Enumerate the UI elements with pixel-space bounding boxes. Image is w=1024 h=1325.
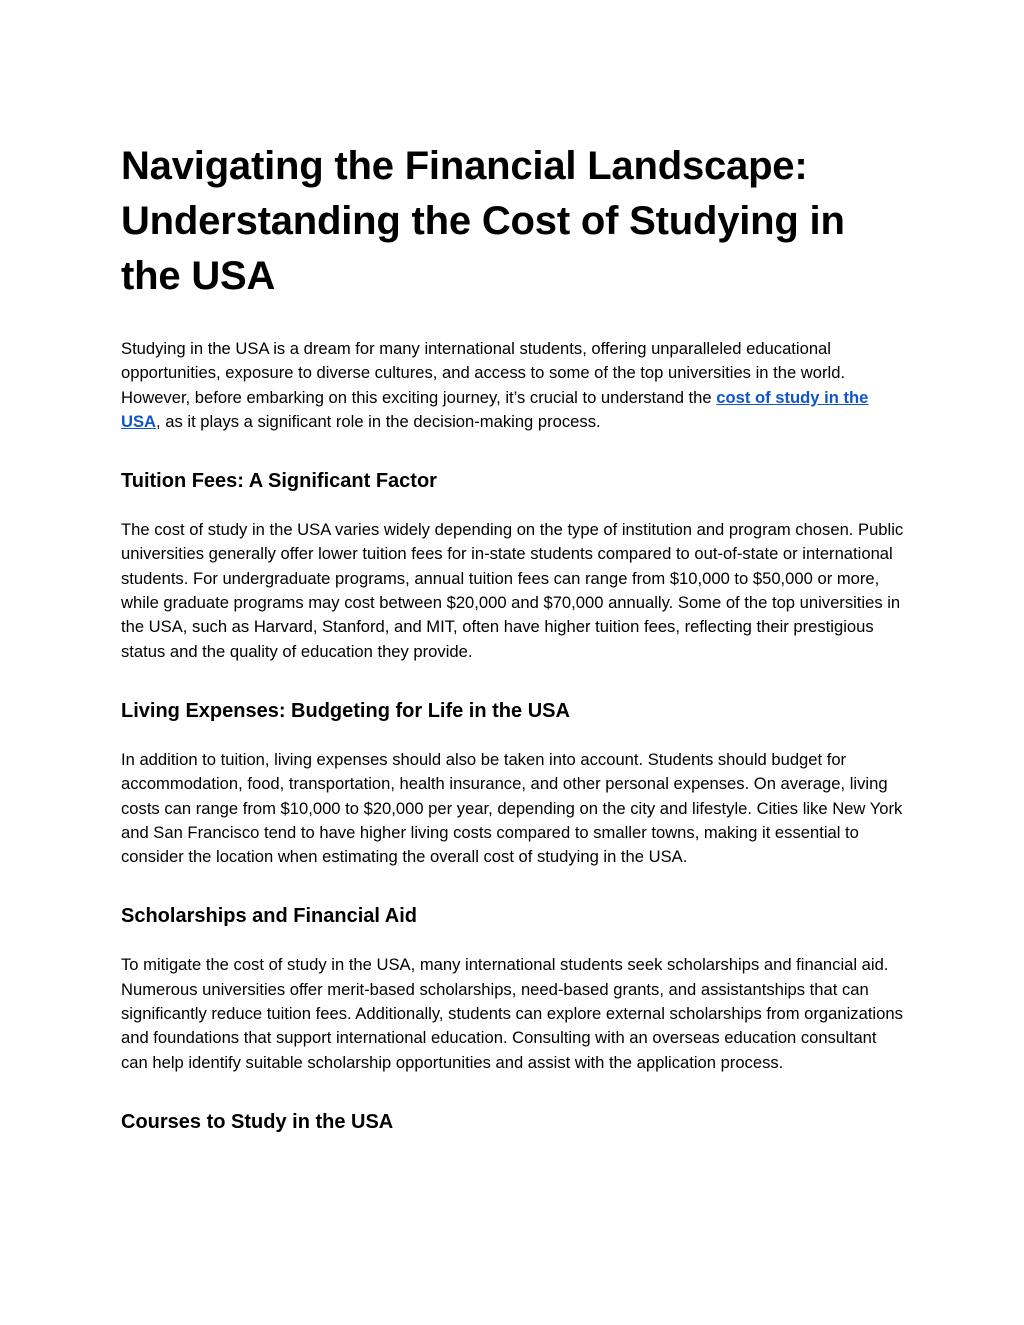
section-body-living: In addition to tuition, living expenses should also be taken into account. Students should budget for accommodation, food, transportation, health insurance, and other personal expenses. On average, living costs can range from $10,000 to $20,000 per year, depending on the city and lifestyle. Cities like New York and San Francisco tend to have higher living costs compared to smaller towns, making it essential to consider the location when estimating the overall cost of studying in the USA. [121, 749, 903, 867]
section-heading-courses: Courses to Study in the USA [121, 1110, 394, 1133]
cost-of-study-link[interactable]: cost of study in the USA [121, 387, 869, 431]
section-body-tuition: The cost of study in the USA varies widely depending on the type of institution and program chosen. Public universities generally offer lower tuition fees for in-state students compared to out-of-state or international students. For undergraduate programs, annual tuition fees can range from $10,000 to $50,000 or more, while graduate programs may cost between $20,000 and $70,000 annually. Some of the top universities in the USA, such as Harvard, Stanford, and MIT, often have higher tuition fees, reflecting their prestigious status and the quality of education they provide. [121, 520, 904, 661]
intro-text-before-link: Studying in the USA is a dream for many international students, offering unparalleled educational opportunities, exposure to diverse cultures, and access to some of the top universities in the world. However, before embarking on this exciting journey, it’s crucial to understand the [121, 339, 846, 407]
section-heading-scholarships: Scholarships and Financial Aid [121, 905, 417, 928]
section-heading-tuition: Tuition Fees: A Significant Factor [121, 470, 437, 493]
section-heading-living: Living Expenses: Budgeting for Life in the USA [121, 699, 570, 722]
document-page [121, 139, 906, 1135]
section-body-scholarships: To mitigate the cost of study in the USA, many international students seek scholarships and financial aid. Numerous universities offer merit-based scholarships, need-based grants, and assistantships that can significantly reduce tuition fees. Additionally, students can explore external scholarships from organizations and foundations that support international education. Consulting with an overseas education consultant can help identify suitable scholarship opportunities and assist with the application process. [121, 955, 903, 1072]
intro-paragraph [121, 337, 906, 434]
intro-text-after-link: , as it plays a significant role in the decision-making process. [156, 411, 601, 431]
article-title: Navigating the Financial Landscape: Understanding the Cost of Studying in the USA [121, 144, 845, 298]
